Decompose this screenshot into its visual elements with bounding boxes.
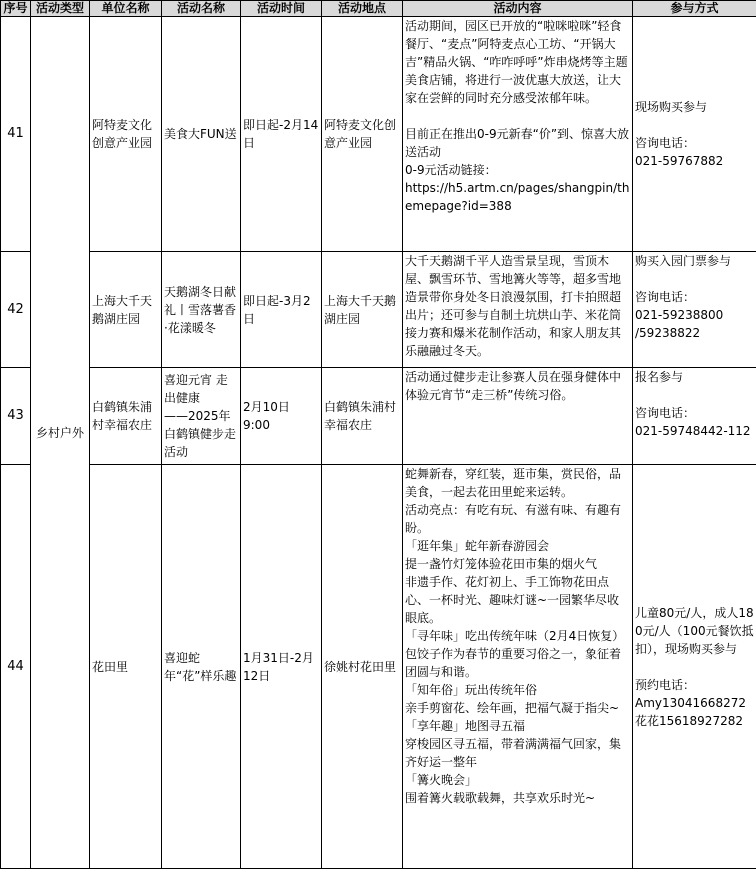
activity-name: 美食大FUN送 (162, 17, 241, 252)
activity-name: 天鹅湖冬日献礼丨雪落薯香·花漾暖冬 (162, 252, 241, 368)
activity-location: 阿特麦文化创意产业园 (322, 17, 403, 252)
header-unit: 单位名称 (90, 1, 162, 17)
table-row (1, 465, 756, 869)
activity-type: 乡村户外 (35, 425, 84, 440)
activity-content: 活动通过健步走让参赛人员在强身健体中体验元宵节“走三桥”传统习俗。 (403, 368, 633, 465)
activity-type-cell (31, 17, 90, 869)
activity-content: 活动期间，园区已开放的“啦咪啦咪”轻食餐厅、“麦点”阿特麦点心工坊、“开锅大吉”精品火锅、“咋咋呼呼”炸串烧烤等主题美食店铺，将进行一波优惠大放送，让大家在尝鲜的同时充分感受浓郁年味。 目前正在推出0-9元新春“价”到、惊喜大放送活动 0-9元活动链接： https://h5.artm.cn/pages/shangpin/themepage?id=388 (403, 17, 633, 252)
unit-name: 上海大千天鹅湖庄园 (90, 252, 162, 368)
unit-name: 花田里 (90, 465, 162, 869)
activity-time: 2月10日 9:00 (241, 368, 322, 465)
header-row (1, 1, 756, 17)
header-content: 活动内容 (403, 1, 633, 17)
table-row (1, 368, 756, 465)
activity-time: 即日起-2月14日 (241, 17, 322, 252)
row-number: 44 (1, 465, 31, 869)
participation-method: 现场购买参与 咨询电话： 021-59767882 (633, 17, 756, 252)
activity-location: 徐姚村花田里 (322, 465, 403, 869)
activity-time: 即日起-3月2日 (241, 252, 322, 368)
activity-content: 大千天鹅湖千平人造雪景呈现，雪顶木屋、飘雪环节、雪地篝火等等，超多雪地造景带你身处冬日浪漫氛围，打卡拍照超出片；还可参与自制土坑烘山芋、米花筒接力赛和爆米花制作活动，和家人朋友其乐融融过冬天。 (403, 252, 633, 368)
unit-name: 阿特麦文化创意产业园 (90, 17, 162, 252)
participation-method: 儿童80元/人，成人180元/人（100元餐饮抵扣），现场购买参与 预约电话： Amy13041668272 花花15618927282 (633, 465, 756, 869)
header-participation: 参与方式 (633, 1, 756, 17)
header-no: 序号 (1, 1, 31, 17)
activity-time: 1月31日-2月12日 (241, 465, 322, 869)
activity-name: 喜迎元宵 走出健康 ——2025年白鹤镇健步走活动 (162, 368, 241, 465)
activity-location: 白鹤镇朱浦村幸福农庄 (322, 368, 403, 465)
row-number: 41 (1, 17, 31, 252)
row-number: 43 (1, 368, 31, 465)
header-location: 活动地点 (322, 1, 403, 17)
row-number: 42 (1, 252, 31, 368)
participation-method: 报名参与 咨询电话： 021-59748442-112 (633, 368, 756, 465)
header-type: 活动类型 (31, 1, 90, 17)
header-name: 活动名称 (162, 1, 241, 17)
header-time: 活动时间 (241, 1, 322, 17)
activity-name: 喜迎蛇年“花”样乐趣 (162, 465, 241, 869)
participation-method: 购买入园门票参与 咨询电话： 021-59238800 /59238822 (633, 252, 756, 368)
table-row (1, 252, 756, 368)
unit-name: 白鹤镇朱浦村幸福农庄 (90, 368, 162, 465)
activity-location: 上海大千天鹅湖庄园 (322, 252, 403, 368)
table-row (1, 17, 756, 252)
activity-content: 蛇舞新春，穿红装，逛市集，赏民俗，品美食，一起去花田里蛇来运转。 活动亮点：有吃有玩、有滋有味、有趣有盼。 「逛年集」蛇年新春游园会 提一盏竹灯笼体验花田市集的烟火气 非遗手作、花灯初上、手工饰物花田点心、一杯时光、趣味灯谜~一园繁华尽收眼底。 「寻年味」吃出传统年味（2月4日恢复） 包饺子作为春节的重要习俗之一，象征着团圆与和谐。 「知年俗」玩出传统年俗 亲手剪窗花、绘年画，把福气凝于指尖~ 「享年趣」地图寻五福 穿梭园区寻五福，带着满满福气回家，集齐好运一整年 「篝火晚会」 围着篝火载歌载舞，共享欢乐时光~ (403, 465, 633, 869)
